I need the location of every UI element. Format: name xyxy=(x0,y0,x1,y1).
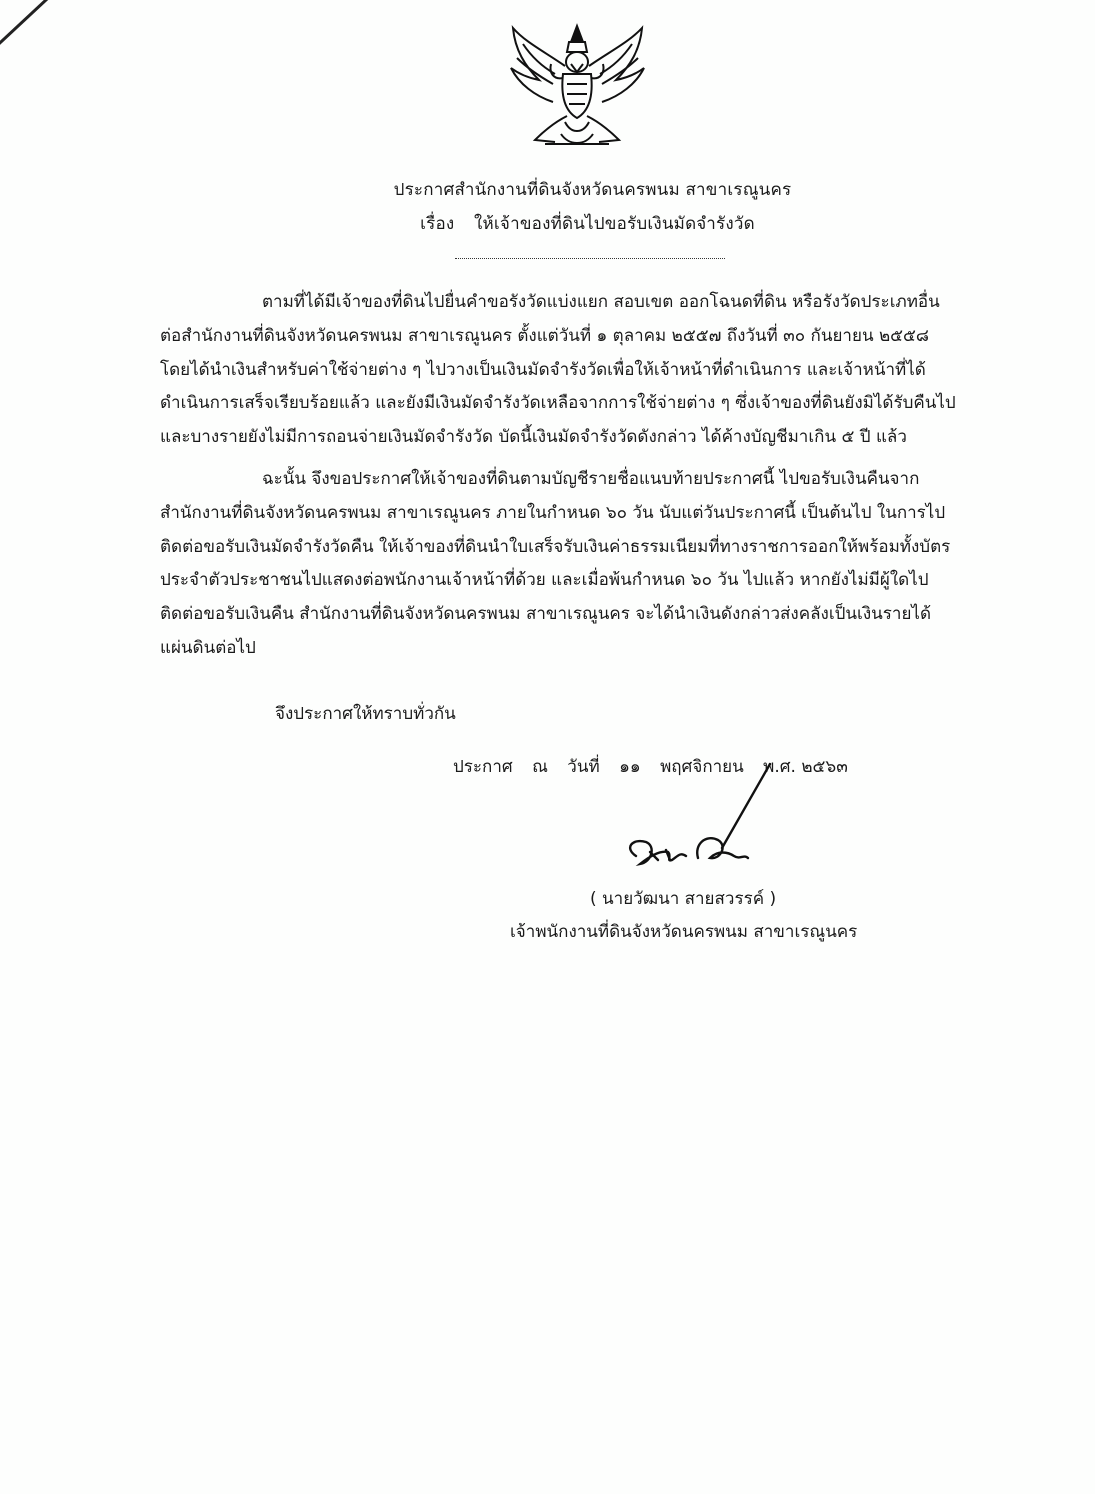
garuda-emblem-icon xyxy=(505,22,650,150)
date-at: ณ xyxy=(532,757,548,777)
body-paragraph-2 xyxy=(160,463,1040,666)
paragraph-line: สำนักงานที่ดินจังหวัดนครพนม สาขาเรณูนคร ภายในกำหนด ๖๐ วัน นับแต่วันประกาศนี้ เป็นต้นไป ในการไป xyxy=(160,502,946,523)
date-day-label: วันที่ xyxy=(567,757,600,777)
date-month: พฤศจิกายน xyxy=(660,757,744,777)
closing-statement: จึงประกาศให้ทราบทั่วกัน xyxy=(275,704,456,724)
date-year: พ.ศ. ๒๕๖๓ xyxy=(763,757,848,777)
paragraph-line: ต่อสำนักงานที่ดินจังหวัดนครพนม สาขาเรณูนคร ตั้งแต่วันที่ ๑ ตุลาคม ๒๕๕๗ ถึงวันที่ ๓๐ กันยายน ๒๕๕๘ xyxy=(160,325,930,346)
handwritten-signature-icon xyxy=(610,760,780,880)
body-paragraph-1 xyxy=(160,286,1040,455)
header-divider xyxy=(455,258,725,259)
signatory-position: เจ้าพนักงานที่ดินจังหวัดนครพนม สาขาเรณูนคร xyxy=(510,922,858,942)
signatory-name: ( นายวัฒนา สายสวรรค์ ) xyxy=(590,889,777,909)
paragraph-line: ประจำตัวประชาชนไปแสดงต่อพนักงานเจ้าหน้าที่ด้วย และเมื่อพ้นกำหนด ๖๐ วัน ไปแล้ว หากยังไม่มีผู้ใดไป xyxy=(160,570,929,591)
subject-label: เรื่อง xyxy=(420,214,455,234)
paragraph-line: แผ่นดินต่อไป xyxy=(160,637,256,658)
scan-edge-line xyxy=(0,0,135,63)
paragraph-line: ติดต่อขอรับเงินมัดจำรังวัดคืน ให้เจ้าของที่ดินนำใบเสร็จรับเงินค่าธรรมเนียมที่ทางราชการออกให้พร้อมทั้งบัตร xyxy=(160,536,951,557)
paragraph-line: และบางรายยังไม่มีการถอนจ่ายเงินมัดจำรังวัด บัดนี้เงินมัดจำรังวัดดังกล่าว ได้ค้างบัญชีมาเกิน ๕ ปี แล้ว xyxy=(160,427,907,448)
paragraph-line: ติดต่อขอรับเงินคืน สำนักงานที่ดินจังหวัดนครพนม สาขาเรณูนคร จะได้นำเงินดังกล่าวส่งคลังเป็นเงินรายได้ xyxy=(160,604,932,625)
paragraph-line: ดำเนินการเสร็จเรียบร้อยแล้ว และยังมีเงินมัดจำรังวัดเหลือจากการใช้จ่ายต่าง ๆ ซึ่งเจ้าของที่ดินยังมิได้รับคืนไป xyxy=(160,393,956,414)
announcement-title: ประกาศสำนักงานที่ดินจังหวัดนครพนม สาขาเรณูนคร xyxy=(393,180,792,200)
paragraph-line: ตามที่ได้มีเจ้าของที่ดินไปยื่นคำขอรังวัดแบ่งแยก สอบเขต ออกโฉนดที่ดิน หรือรังวัดประเภทอื่น xyxy=(262,292,940,312)
paragraph-line: โดยได้นำเงินสำหรับค่าใช้จ่ายต่าง ๆ ไปวางเป็นเงินมัดจำรังวัดเพื่อให้เจ้าหน้าที่ดำเนินการ และเจ้าหน้าที่ได้ xyxy=(160,359,926,380)
date-prefix: ประกาศ xyxy=(453,757,513,777)
announcement-subject-line xyxy=(40,210,1095,237)
date-day: ๑๑ xyxy=(619,757,641,777)
paragraph-line: ฉะนั้น จึงขอประกาศให้เจ้าของที่ดินตามบัญชีรายชื่อแนบท้ายประกาศนี้ ไปขอรับเงินคืนจาก xyxy=(262,469,920,489)
subject-text: ให้เจ้าของที่ดินไปขอรับเงินมัดจำรังวัด xyxy=(474,214,755,234)
